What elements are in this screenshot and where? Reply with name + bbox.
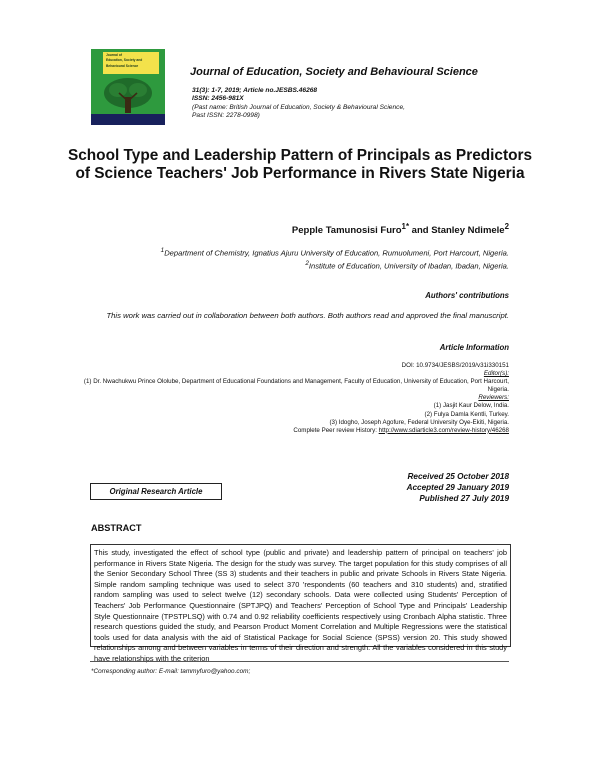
editor-label: Editor(s):: [483, 370, 509, 378]
article-info-heading: Article Information: [439, 343, 509, 352]
affiliation-superscript: 1: [160, 247, 165, 254]
reviewer-entry: (2) Fulya Damla Kentli, Turkey.: [424, 410, 509, 418]
review-history-link[interactable]: http://www.sdiarticle3.com/review-history/46268: [378, 426, 509, 434]
author-name: Stanley Ndimele: [431, 225, 505, 237]
author-connector: and: [409, 225, 432, 237]
abstract-text: This study, investigated the effect of school type (public and private) and leadership pattern of principal on teachers' job performance in Rivers State Nigeria. The design for the study was survey. The target population for this study comprises of all the Senior Secondary School Three (SS 3) students and their teachers in public and private Schools in Rivers State Nigeria. Simple random sampling technique was used to select 370 'respondents (60 teachers and 310 students) and, stratified random sampling was used to select twelve (12) secondary schools. Data were collected using Students' Perception of Teachers' Job Performance Questionnaire (SPTJPQ) and Teachers' Perception of School Type and Principals' Leadership Style Questionnaire (TPSTPLSQ) with 0.74 and 0.92 reliability coefficients respectively using Cronbach Alpha statistic. Three research questions guided the study, and Pearson Product Moment Correlation and Multiple Regressions were the statistical tools used for data analysis with the aid of Statistical Package for Social Science (SPSS) version 20. This study showed relationships among and between variables in terms of their direction and strength. All the variables considered in this study have relationships with the criterion: [94, 548, 507, 663]
cover-title-line: Education, Society and: [106, 58, 143, 63]
journal-issn: ISSN: 2456-981X: [192, 95, 244, 103]
footnote-divider: [90, 661, 509, 662]
author-line: [292, 222, 509, 236]
author-superscript: 1*: [401, 222, 410, 231]
author-superscript: 2: [504, 222, 509, 231]
article-info: [69, 362, 509, 435]
affiliation-superscript: 2: [305, 260, 309, 268]
journal-past-name: (Past name: British Journal of Education, Society & Behavioural Science,: [192, 103, 405, 111]
reviewers-label: Reviewers:: [478, 394, 509, 402]
paper-title: School Type and Leadership Pattern of Principals as Predictors of Science Teachers' Job Performance in Rivers State Nigeria: [67, 147, 533, 182]
reviewer-entry: (3) Idogho, Joseph Agofure, Federal University Oye-Ekiti, Nigeria.: [329, 418, 509, 426]
author-name: Pepple Tamunosisi Furo: [291, 225, 402, 237]
review-history: [69, 427, 509, 435]
publication-dates: [407, 471, 509, 505]
journal-cover-image: [91, 49, 165, 125]
date-accepted: Accepted 29 January 2019: [406, 483, 509, 493]
affiliations: [89, 246, 509, 272]
abstract-heading: ABSTRACT: [91, 523, 142, 533]
journal-info: [192, 87, 405, 120]
date-received: Received 25 October 2018: [407, 472, 509, 481]
contributions-text: This work was carried out in collaboration between both authors. Both authors read and approved the final manuscript.: [106, 311, 509, 320]
cover-title-line: Behavioural Science: [106, 63, 139, 68]
journal-past-issn: Past ISSN: 2278-0998): [192, 111, 260, 119]
affiliation-2: [89, 259, 509, 272]
editor-entry: (1) Dr. Nwachukwu Prince Ololube, Department of Educational Foundations and Management, Faculty of Education, University of Education, Port Harcourt, Nigeria.: [83, 378, 509, 394]
date-published: Published 27 July 2019: [419, 494, 509, 504]
abstract-box: [90, 544, 511, 663]
affiliation-1: [89, 246, 509, 259]
reviewer-entry: (1) Jasjit Kaur Delow, India.: [433, 402, 509, 410]
affiliation-text: Department of Chemistry, Ignatius Ajuru University of Education, Rumuolumeni, Port Harcourt, Nigeria.: [164, 248, 509, 258]
journal-title: Journal of Education, Society and Behavioural Science: [190, 66, 478, 78]
cover-title-strip: [103, 52, 159, 74]
article-type-box: Original Research Article: [90, 483, 222, 500]
cover-title-line: Journal of: [106, 53, 122, 57]
affiliation-text: Institute of Education, University of Ibadan, Ibadan, Nigeria.: [308, 261, 509, 271]
doi: DOI: 10.9734/JESBS/2019/v31i330151: [401, 362, 509, 369]
review-history-label: Complete Peer review History:: [293, 426, 379, 434]
corresponding-author-footnote: *Corresponding author: E-mail: tammyfuro@yahoo.com;: [91, 668, 251, 675]
journal-volume: 31(3): 1-7, 2019; Article no.JESBS.46268: [192, 87, 318, 94]
contributions-heading: Authors' contributions: [425, 291, 509, 300]
cover-bottom-band: [91, 114, 165, 125]
